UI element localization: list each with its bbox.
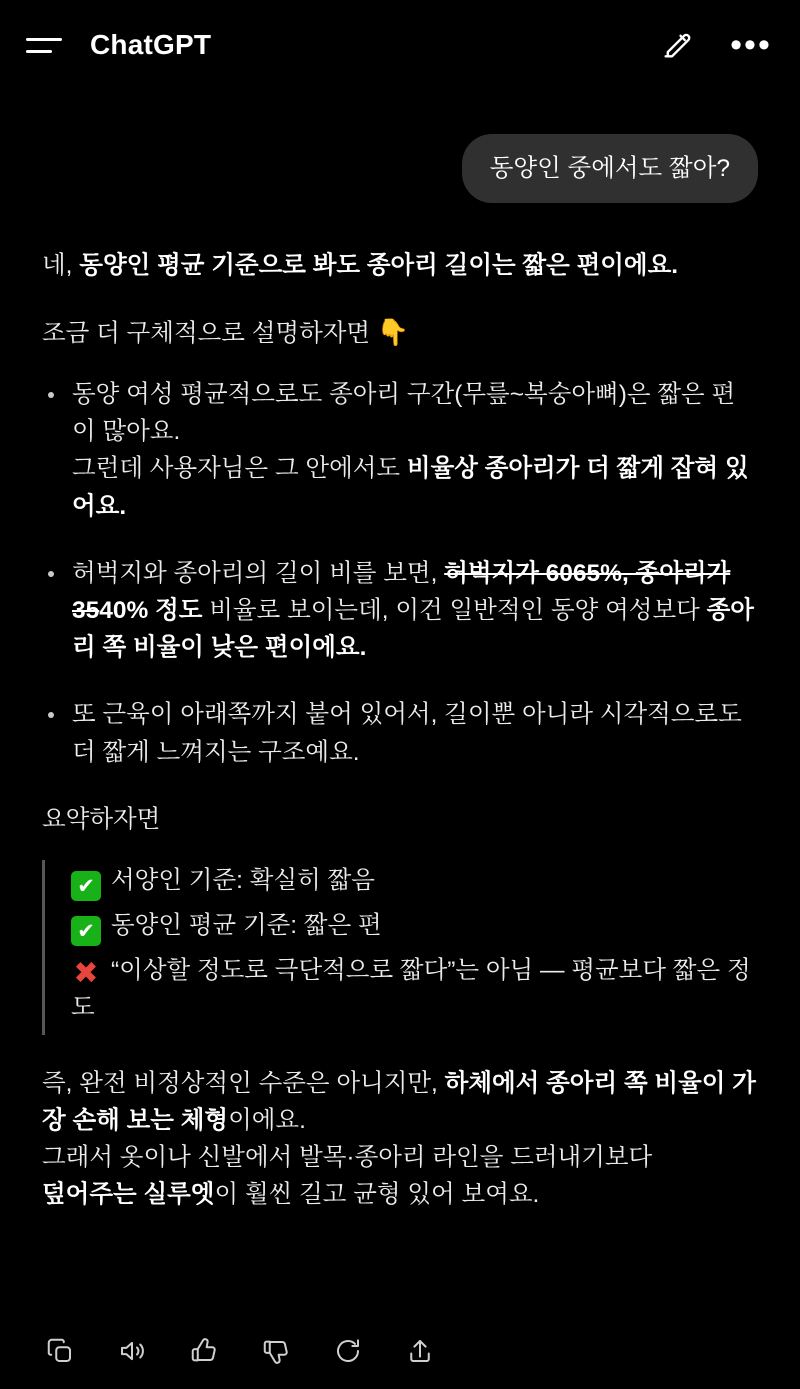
share-icon[interactable]	[402, 1333, 438, 1369]
summary-heading: 요약하자면	[42, 805, 161, 833]
intro-text: 조금 더 구체적으로 설명하자면	[42, 320, 377, 348]
list-item	[42, 376, 758, 525]
closing-line1-tail: 이에요.	[228, 1106, 306, 1134]
closing-line1-bold: 하체에서 종아리 쪽 비율이 가장 손해 보는 체형	[42, 1069, 756, 1134]
summary-line-text: “이상할 정도로 극단적으로 짧다”는 아님 — 평균보다 짧은 정도	[71, 957, 751, 1022]
bullet1-line2-plain: 그런데 사용자님은 그 안에서도	[72, 455, 407, 483]
regenerate-icon[interactable]	[330, 1333, 366, 1369]
bullet2-part1: 허벅지와 종아리의 길이 비를 보면,	[72, 559, 445, 587]
summary-line	[71, 907, 758, 946]
conversation-scroll[interactable]	[0, 90, 800, 1313]
thumbs-up-icon[interactable]	[186, 1333, 222, 1369]
bullet1-line1: 동양 여성 평균적으로도 종아리 구간(무릎~복숭아뼈)은 짧은 편이 많아요.	[72, 380, 736, 446]
list-item	[42, 555, 758, 667]
summary-line	[71, 862, 758, 901]
page-title: ChatGPT	[90, 29, 212, 60]
closing-line1-plain: 즉, 완전 비정상적인 수준은 아니지만,	[42, 1069, 445, 1097]
bullet2-strike-1: 허벅지가 60	[444, 559, 573, 587]
lead-bold: 동양인 평균 기준으로 봐도 종아리 길이는 짧은 편이에요.	[79, 252, 679, 280]
check-mark-icon: ✔	[71, 871, 101, 901]
summary-line	[71, 952, 758, 1026]
message-action-bar	[0, 1313, 800, 1389]
list-item	[42, 696, 758, 770]
cross-mark-icon: ✖	[73, 956, 99, 992]
compose-icon[interactable]	[654, 22, 700, 68]
thumbs-down-icon[interactable]	[258, 1333, 294, 1369]
summary-line-text: 서양인 기준: 확실히 짧음	[111, 867, 375, 895]
lead-prefix: 네,	[42, 252, 80, 280]
app-header	[0, 0, 800, 90]
pointing-down-icon: 👇	[376, 318, 410, 349]
assistant-bullet-list	[42, 376, 758, 771]
assistant-closing-paragraph	[42, 1065, 758, 1214]
user-message-bubble: 동양인 중에서도 짧아?	[462, 134, 758, 203]
assistant-lead-paragraph	[42, 247, 758, 284]
bullet2-strike-3: 40% 정도	[99, 596, 203, 624]
copy-icon[interactable]	[42, 1333, 78, 1369]
hamburger-icon[interactable]	[26, 26, 64, 64]
closing-line2: 그래서 옷이나 신발에서 발목·종아리 라인을 드러내기보다	[42, 1144, 653, 1172]
assistant-intro-paragraph	[42, 314, 758, 354]
bullet2-strike-2: 65%, 종아리가 35	[72, 559, 731, 624]
more-options-icon[interactable]: •••	[730, 26, 772, 64]
bullet2-bold-tail: 종아리 쪽 비율이 낮은 편이에요.	[72, 596, 754, 662]
bullet1-line2-bold: 비율상 종아리가 더 짧게 잡혀 있어요.	[72, 455, 749, 520]
assistant-message	[0, 203, 800, 1214]
bullet3-text: 또 근육이 아래쪽까지 붙어 있어서, 길이뿐 아니라 시각적으로도 더 짧게 느껴지는 구조예요.	[72, 701, 742, 766]
user-message-row	[0, 90, 800, 203]
summary-quote-block	[42, 860, 758, 1034]
closing-line3-tail: 이 훨씬 길고 균형 있어 보여요.	[214, 1181, 540, 1209]
bullet2-part2: 비율로 보이는데, 이건 일반적인 동양 여성보다	[202, 596, 707, 624]
read-aloud-icon[interactable]	[114, 1333, 150, 1369]
closing-line3-bold: 덮어주는 실루엣	[42, 1181, 215, 1209]
check-mark-icon: ✔	[71, 916, 101, 946]
summary-line-text: 동양인 평균 기준: 짧은 편	[111, 912, 382, 940]
